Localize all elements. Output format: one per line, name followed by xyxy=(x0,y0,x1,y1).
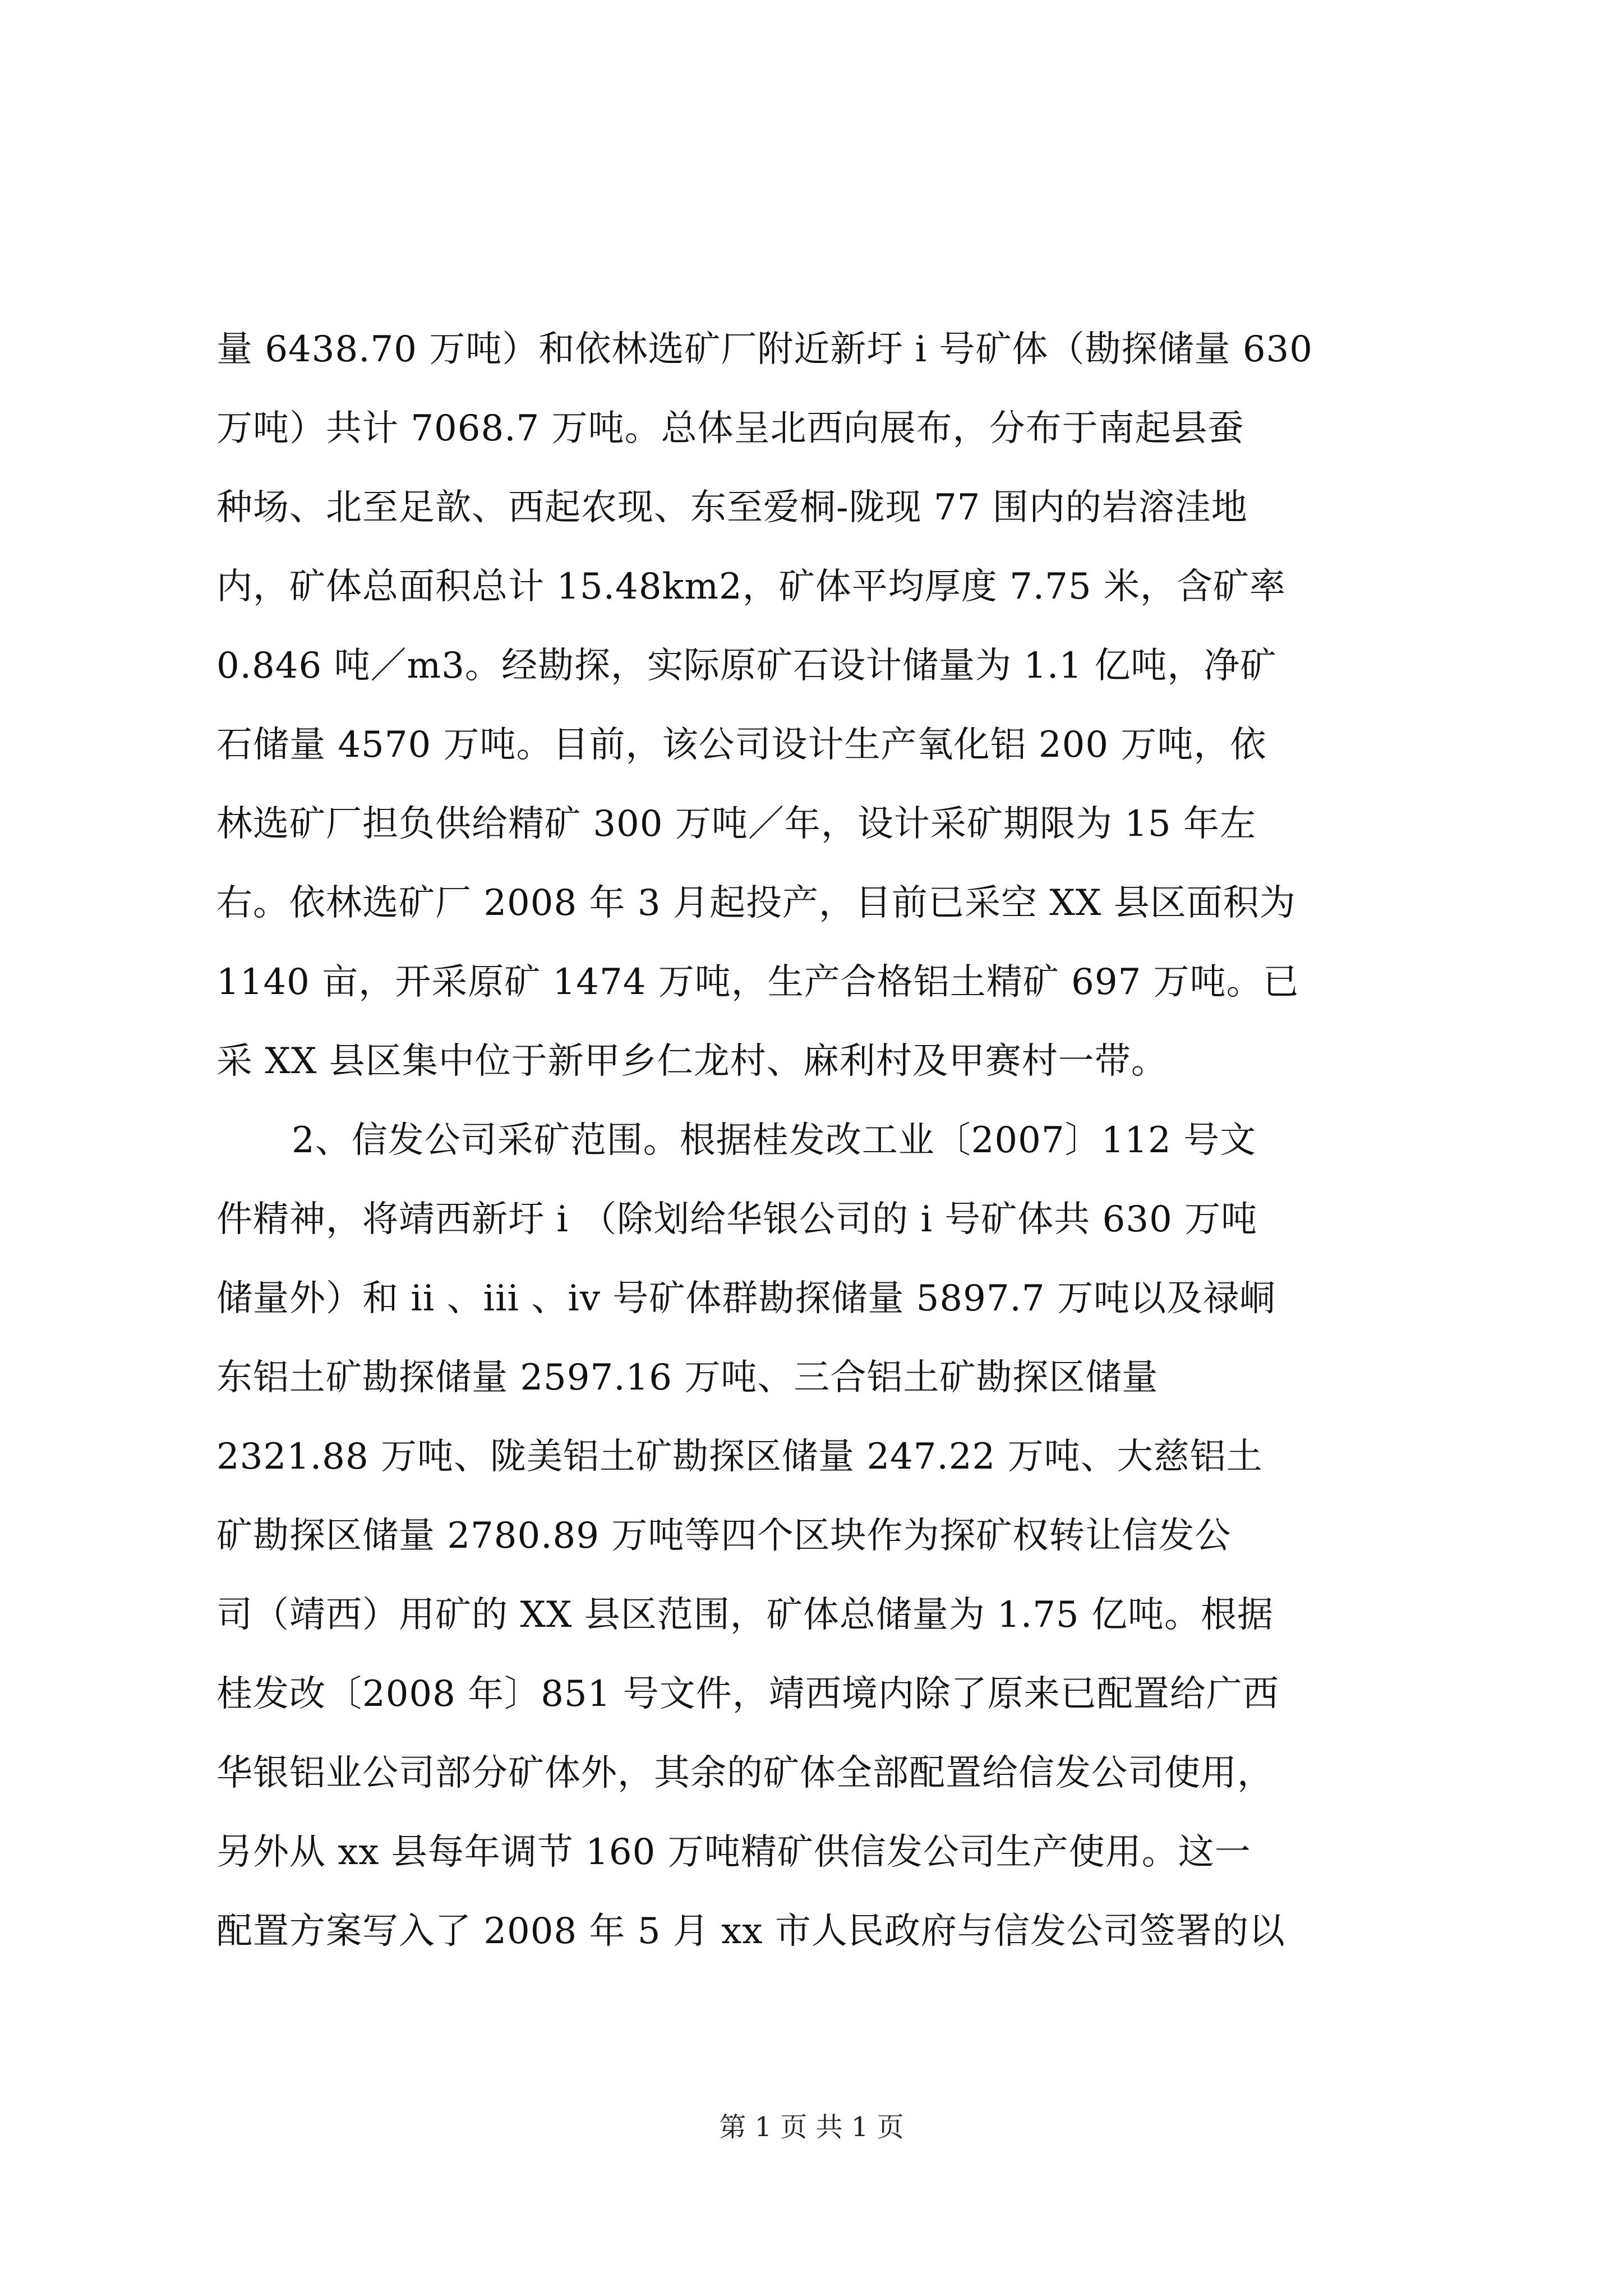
text-line: 量 6438.70 万吨）和依林选矿厂附近新圩 i 号矿体（勘探储量 630 xyxy=(216,329,1313,370)
text-line: 储量外）和 ii 、iii 、iv 号矿体群勘探储量 5897.7 万吨以及禄峒 xyxy=(216,1278,1276,1319)
text-line: 采 XX 县区集中位于新甲乡仁龙村、麻利村及甲赛村一带。 xyxy=(216,1041,1168,1082)
text-line: 林选矿厂担负供给精矿 300 万吨／年，设计采矿期限为 15 年左 xyxy=(216,803,1256,845)
text-line: 配置方案写入了 2008 年 5 月 xx 市人民政府与信发公司签署的以 xyxy=(216,1911,1285,1952)
document-body xyxy=(216,310,1422,1971)
paragraph-start-line: 2、信发公司采矿范围。根据桂发改工业〔2007〕112 号文 xyxy=(292,1120,1257,1161)
page-number-footer: 第 1 页 共 1 页 xyxy=(719,2111,904,2143)
text-line: 2321.88 万吨、陇美铝土矿勘探区储量 247.22 万吨、大慈铝土 xyxy=(216,1436,1263,1478)
text-line: 桂发改〔2008 年〕851 号文件，靖西境内除了原来已配置给广西 xyxy=(216,1673,1279,1715)
text-line: 石储量 4570 万吨。目前，该公司设计生产氧化铝 200 万吨，依 xyxy=(216,724,1267,766)
text-line: 1140 亩，开采原矿 1474 万吨，生产合格铝土精矿 697 万吨。已 xyxy=(216,961,1299,1003)
text-line: 东铝土矿勘探储量 2597.16 万吨、三合铝土矿勘探区储量 xyxy=(216,1357,1159,1398)
text-line: 种场、北至足歆、西起农现、东至爱桐-陇现 77 围内的岩溶洼地 xyxy=(216,487,1248,528)
text-line: 右。依林选矿厂 2008 年 3 月起投产，目前已采空 XX 县区面积为 xyxy=(216,882,1296,924)
text-line: 司（靖西）用矿的 XX 县区范围，矿体总储量为 1.75 亿吨。根据 xyxy=(216,1594,1274,1636)
text-line: 矿勘探区储量 2780.89 万吨等四个区块作为探矿权转让信发公 xyxy=(216,1515,1232,1557)
text-line: 内，矿体总面积总计 15.48km2，矿体平均厚度 7.75 米，含矿率 xyxy=(216,566,1286,608)
text-line: 另外从 xx 县每年调节 160 万吨精矿供信发公司生产使用。这一 xyxy=(216,1832,1251,1873)
text-line: 万吨）共计 7068.7 万吨。总体呈北西向展布，分布于南起县蚕 xyxy=(216,408,1244,449)
text-line: 华银铝业公司部分矿体外，其余的矿体全部配置给信发公司使用， xyxy=(216,1752,1274,1794)
text-line: 件精神，将靖西新圩 i （除划给华银公司的 i 号矿体共 630 万吨 xyxy=(216,1199,1258,1240)
text-line: 0.846 吨／m3。经勘探，实际原矿石设计储量为 1.1 亿吨，净矿 xyxy=(216,645,1277,687)
